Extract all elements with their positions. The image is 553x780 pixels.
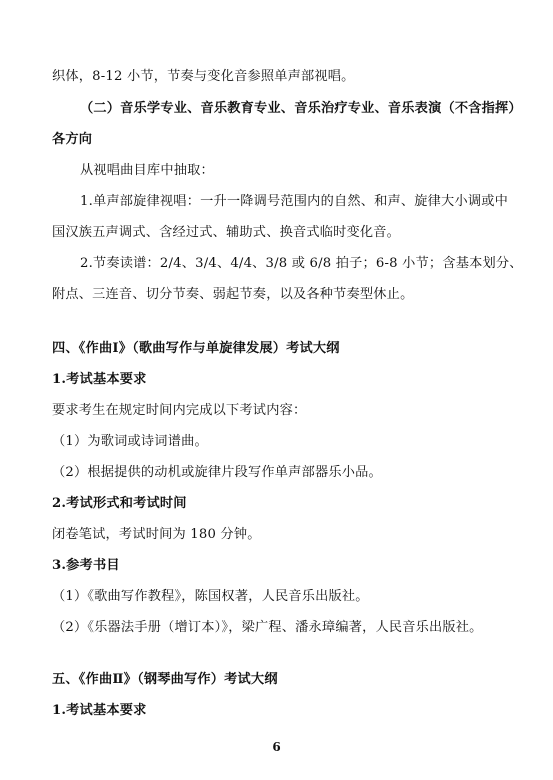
- subsection-heading: （二）音乐学专业、音乐教育专业、音乐治疗专业、音乐表演（不含指挥）: [80, 101, 522, 116]
- item-heading: 2.考试形式和考试时间: [52, 496, 187, 511]
- paragraph-line: 要求考生在规定时间内完成以下考试内容：: [52, 403, 307, 418]
- item-heading: 3.参考书目: [52, 558, 120, 573]
- paragraph-line: 1.单声部旋律视唱：一升一降调号范围内的自然、和声、旋律大小调或中: [80, 194, 508, 209]
- page-number: 6: [272, 740, 281, 754]
- paragraph-line: 织体，8-12 小节，节奏与变化音参照单声部视唱。: [52, 69, 355, 84]
- list-item: （2）根据提供的动机或旋律片段写作单声部器乐小品。: [52, 465, 382, 480]
- reference-item: （2）《乐器法手册（增订本）》，梁广程、潘永璋编著，人民音乐出版社。: [52, 620, 483, 635]
- item-heading: 1.考试基本要求: [52, 703, 147, 718]
- paragraph-line: 从视唱曲目库中抽取：: [80, 163, 214, 178]
- paragraph-line: 附点、三连音、切分节奏、弱起节奏，以及各种节奏型休止。: [52, 287, 414, 302]
- section-heading: 四、《作曲Ⅰ》（歌曲写作与单旋律发展）考试大纲: [52, 341, 340, 356]
- paragraph-line: 2.节奏读谱：2/4、3/4、4/4、3/8 或 6/8 拍子；6-8 小节；含基本划分、: [80, 256, 523, 271]
- item-heading: 1.考试基本要求: [52, 372, 147, 387]
- reference-item: （1）《歌曲写作教程》，陈国权著，人民音乐出版社。: [52, 589, 369, 604]
- list-item: （1）为歌词或诗词谱曲。: [52, 434, 208, 449]
- subsection-heading-continued: 各方向: [52, 132, 93, 147]
- section-heading: 五、《作曲Ⅱ》（钢琴曲写作）考试大纲: [52, 672, 278, 687]
- paragraph-line: 闭卷笔试，考试时间为 180 分钟。: [52, 527, 261, 542]
- paragraph-line: 国汉族五声调式、含经过式、辅助式、换音式临时变化音。: [52, 225, 401, 240]
